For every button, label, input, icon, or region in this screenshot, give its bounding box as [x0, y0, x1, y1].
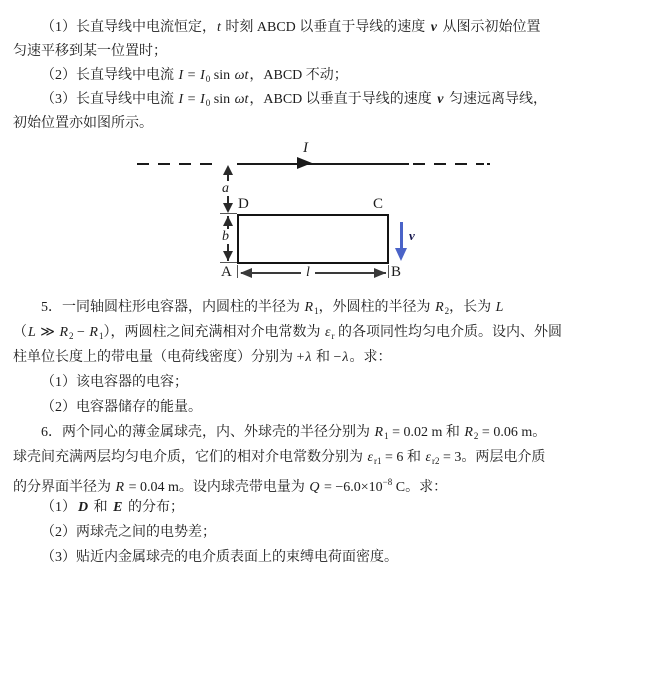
text-run: sin — [210, 68, 234, 83]
text-run: R — [59, 325, 69, 340]
text-run: ε — [324, 325, 331, 340]
text-run: − — [73, 325, 89, 340]
text-line — [13, 40, 637, 64]
text-line — [13, 470, 637, 495]
text-run: R — [115, 480, 125, 495]
text-line — [13, 345, 637, 370]
text-line — [13, 520, 637, 545]
text-run: 不动； — [302, 68, 348, 83]
dim-a-arrow-down-icon — [223, 203, 233, 213]
text-line — [13, 64, 637, 88]
paragraphs-bottom — [0, 290, 645, 570]
text-run: = 0.04 m — [125, 480, 179, 495]
text-run: D — [78, 500, 89, 515]
text-run: 匀速远离导线， — [445, 92, 547, 107]
text-run: ，长为 — [449, 300, 495, 315]
text-run: L — [495, 300, 504, 315]
length-extension-line-B — [388, 265, 389, 278]
text-run: + — [296, 350, 305, 365]
text-run: = −6.0×10 — [320, 480, 383, 495]
length-label: l — [301, 265, 315, 280]
corner-label-B: B — [391, 264, 402, 280]
text-run: 。求： — [405, 480, 448, 495]
current-direction-arrowhead-icon — [297, 157, 312, 169]
dim-b-arrow-down-icon — [223, 251, 233, 261]
wire-solid-segment — [237, 163, 409, 165]
velocity-arrowhead-icon — [395, 248, 407, 261]
text-run: （1）长直导线中电流恒定， — [41, 20, 216, 35]
corner-label-D: D — [238, 196, 249, 212]
text-run: 从图示初始位置 — [439, 20, 541, 35]
length-arrow-right-icon — [374, 268, 386, 278]
text-run: ，外圆柱的半径为 — [318, 300, 435, 315]
corner-label-C: C — [373, 196, 384, 212]
text-run: 0 — [205, 98, 211, 108]
text-run: 0 — [205, 74, 211, 84]
length-extension-line-A — [237, 265, 238, 278]
text-run: 和 — [90, 500, 112, 515]
extension-tick-top — [220, 213, 237, 214]
text-run: 1 — [98, 331, 104, 341]
text-run: C — [392, 480, 406, 495]
text-run: r2 — [431, 456, 440, 466]
text-run: λ — [305, 350, 312, 365]
text-line — [13, 420, 637, 445]
text-run: = 3 — [439, 450, 462, 465]
text-run: 的分界面半径为 — [13, 480, 115, 495]
text-run: = — [184, 68, 200, 83]
text-run: R — [304, 300, 314, 315]
paragraphs-top — [0, 0, 645, 136]
dim-b-label: b — [222, 229, 229, 244]
text-run: （2）两球壳之间的电势差； — [41, 525, 216, 540]
text-run: R — [89, 325, 98, 340]
text-run: 和 — [312, 350, 334, 365]
text-run: 和 — [403, 450, 425, 465]
text-run: 。设内球壳带电量为 — [178, 480, 309, 495]
text-run: 2 — [444, 306, 450, 316]
velocity-arrow-line — [400, 222, 403, 250]
wire-dashed-left — [137, 163, 216, 165]
text-run: 初始位置亦如图所示。 — [13, 116, 153, 131]
text-run: I — [178, 92, 184, 107]
text-run: 时刻 — [221, 20, 257, 35]
text-run: ε — [425, 450, 431, 465]
text-run: ， — [249, 92, 264, 107]
text-run: （2）长直导线中电流 — [41, 68, 178, 83]
text-run: ），两圆柱之间充满相对介电常数为 — [103, 325, 324, 340]
text-run: ε — [367, 450, 374, 465]
text-run: r1 — [374, 456, 382, 466]
text-run: sin — [210, 92, 234, 107]
text-run: L — [28, 325, 36, 340]
text-line — [13, 88, 637, 112]
text-run: 。两层电介质 — [461, 450, 546, 465]
text-line — [13, 16, 637, 40]
text-run: − — [333, 350, 342, 365]
text-run: 和 — [442, 425, 464, 440]
text-run: λ — [342, 350, 349, 365]
text-run: 2 — [69, 331, 74, 341]
text-run: 的各项同性均匀电介质。设内、外圆 — [334, 325, 563, 340]
text-run: （ — [13, 325, 27, 340]
text-run: E — [113, 500, 123, 515]
text-run: 以垂直于导线的速度 — [295, 20, 429, 35]
text-run: I — [200, 92, 205, 107]
text-run: Q — [309, 480, 320, 495]
text-run: ωt — [234, 92, 249, 107]
text-run: 柱单位长度上的带电量（电荷线密度）分别为 — [13, 350, 297, 365]
text-run: R — [435, 300, 444, 315]
text-run: （3）长直导线中电流 — [41, 92, 178, 107]
text-line — [13, 295, 637, 320]
dim-a-label: a — [222, 181, 229, 196]
text-run: ωt — [234, 68, 249, 83]
text-run: ， — [249, 68, 264, 83]
text-run: 。求： — [349, 350, 392, 365]
physics-diagram — [0, 136, 645, 290]
text-line — [13, 545, 637, 570]
loop-ABCD-rectangle — [237, 214, 389, 264]
extension-tick-bottom — [220, 262, 237, 263]
text-run: R — [374, 425, 384, 440]
text-run: v — [437, 92, 444, 107]
text-run: r — [331, 331, 335, 341]
text-line — [13, 320, 637, 345]
text-run: = 6 — [381, 450, 404, 465]
text-run: t — [217, 20, 221, 35]
text-run: R — [464, 425, 473, 440]
text-line — [13, 370, 637, 395]
text-line — [13, 395, 637, 420]
text-line — [13, 495, 637, 520]
text-run: 5．一同轴圆柱形电容器，内圆柱的半径为 — [41, 300, 304, 315]
text-run: （1）该电容器的电容； — [41, 375, 188, 390]
text-run: 球壳间充满两层均匀电介质，它们的相对介电常数分别为 — [13, 450, 367, 465]
text-line — [13, 445, 637, 470]
text-run: ≫ — [36, 325, 59, 340]
text-run: 1 — [384, 431, 389, 441]
text-run: v — [430, 20, 438, 35]
wire-dashed-right — [413, 163, 484, 165]
text-run: = — [184, 92, 200, 107]
text-run: 6．两个同心的薄金属球壳，内、外球壳的半径分别为 — [41, 425, 374, 440]
text-run: （2）电容器储存的能量。 — [41, 400, 202, 415]
text-line — [13, 112, 637, 136]
text-run: 匀速平移到某一位置时； — [13, 44, 167, 59]
text-run: ABCD — [263, 92, 303, 107]
text-run: = 0.02 m — [388, 425, 443, 440]
text-run: 。 — [532, 425, 547, 440]
text-run: I — [178, 68, 184, 83]
text-run: ABCD — [256, 20, 296, 35]
text-run: （1） — [41, 500, 76, 515]
corner-label-A: A — [221, 264, 232, 280]
wire-end-dot — [487, 163, 490, 165]
velocity-label: v — [409, 228, 415, 243]
text-run: 以垂直于导线的速度 — [302, 92, 436, 107]
text-run: ABCD — [263, 68, 303, 83]
current-label: I — [303, 140, 308, 156]
text-run: 的分布； — [124, 500, 184, 515]
text-run: 1 — [314, 306, 319, 316]
text-run: 2 — [473, 431, 479, 441]
text-run: −8 — [382, 477, 393, 487]
text-run: I — [200, 68, 205, 83]
text-run: （3）贴近内金属球壳的电介质表面上的束缚电荷面密度。 — [41, 550, 398, 565]
text-run: = 0.06 m — [478, 425, 533, 440]
